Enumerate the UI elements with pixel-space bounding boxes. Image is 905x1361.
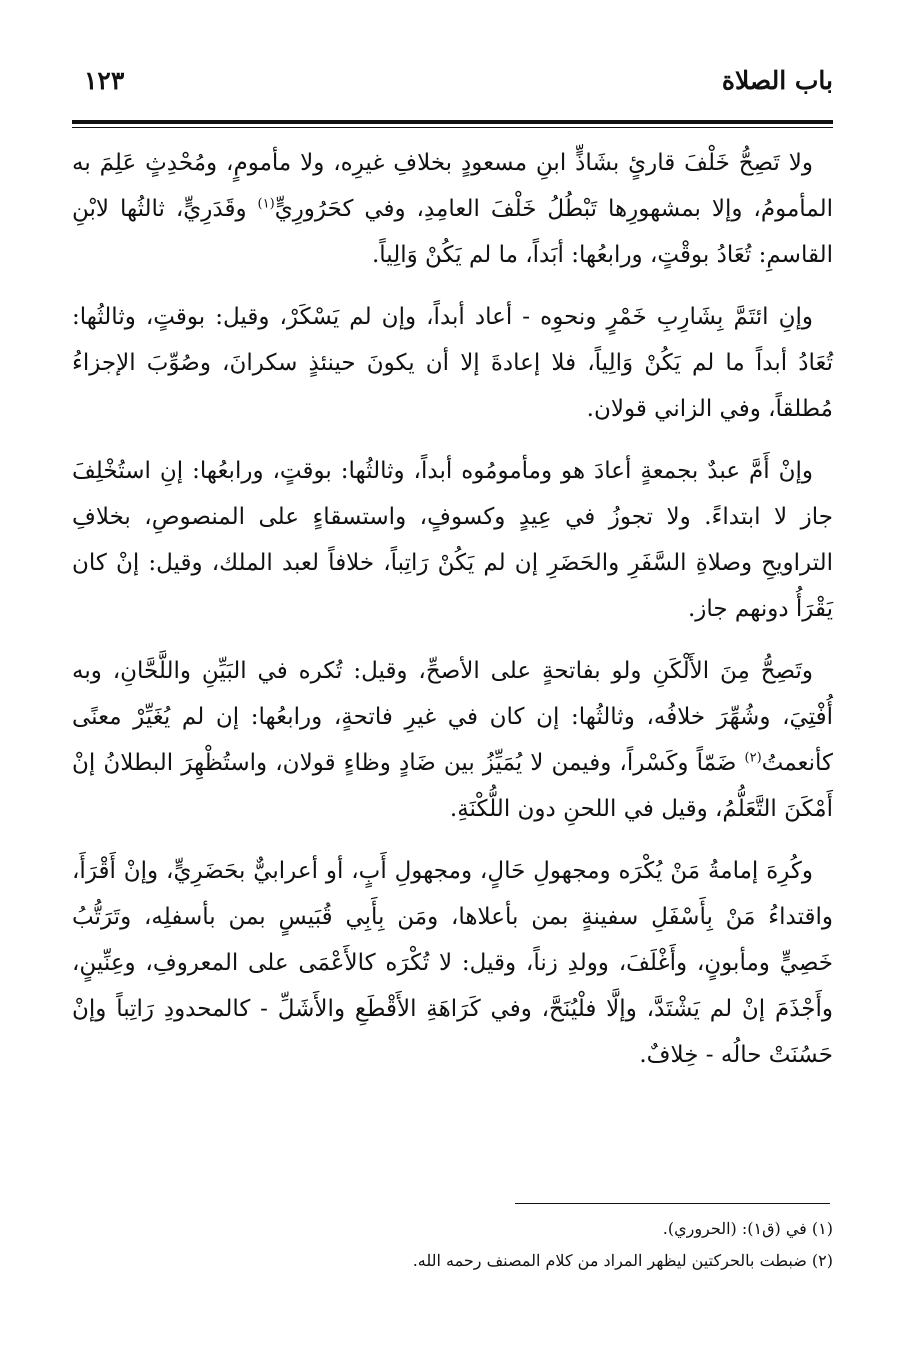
header-rule-thick: [72, 120, 833, 124]
paragraph-4: [72, 648, 833, 832]
footnotes: [72, 1214, 833, 1278]
footnote-ref-1: (١): [257, 196, 275, 212]
paragraph-5: وكُرِهَ إمامةُ مَنْ يُكْرَه ومجهولِ حَالٍ، ومجهولِ أَبٍ، أو أعرابيٌّ بحَضَرِيٍّ، وإنْ أَقْرَأَ، واقتداءُ مَنْ بِأَسْفَلِ سفينةٍ بمن بأعلاها، ومَن بِأَبِي قُبَيسٍ بمن بأسفلِه، وتَرَتُّبُ خَصِيٍّ ومأبونٍ، وأَغْلَفَ، وولدِ زناً، وقيل: لا تُكْرَه كالأَعْمَى على المعروفِ، وعِنِّينٍ، وأَجْذَمَ إنْ لم يَشْتَدَّ، وإلَّا فلْيُنَحَّ، وفي كَرَاهَةِ الأَقْطَعِ والأَشَلِّ - كالمحدودِ رَاتِباً وإنْ حَسُنَتْ حالُه - خِلافٌ.: [72, 858, 833, 1068]
paragraph-4-text-a: وتَصِحُّ مِنَ الأَلْكَنِ ولو بفاتحةٍ على الأصحِّ، وقيل: تُكره في البَيِّنِ واللَّحَّانِ، وبه أُفْتِيَ، وشُهِّرَ خلافُه، وثالثُها: إن كان في غيرِ فاتحةٍ، ورابعُها: إن لم يُغَيِّرْ معنًى كأنعمتُ: [72, 658, 833, 776]
footnote-2: (٢) ضبطت بالحركتين ليظهر المراد من كلام المصنف رحمه الله.: [412, 1251, 833, 1270]
paragraph-1-text-b: وقَدَرِيٍّ، ثالثُها لابْنِ القاسمِ: تُعَادُ بوقْتٍ، ورابعُها: أبَداً، ما لم يَكُنْ وَالِياً.: [72, 196, 833, 268]
footnote-ref-2: (٢): [744, 750, 762, 766]
paragraph-1: [72, 140, 833, 278]
header-rule-thin: [72, 127, 833, 128]
paragraph-3: وإنْ أَمَّ عبدٌ بجمعةٍ أعادَ هو ومأمومُوه أبداً، وثالثُها: بوقتٍ، ورابعُها: إنِ استُخْلِفَ جاز لا ابتداءً. ولا تجوزُ في عِيدٍ وكسوفٍ، واستسقاءٍ على المنصوصِ، بخلافِ التراويحِ وصلاةِ السَّفَرِ والحَضَرِ إن لم يَكُنْ رَاتِباً، خلافاً لعبد الملك، وقيل: إنْ كان يَقْرَأُ دونهم جاز.: [72, 458, 833, 622]
footnote-1: (١) في (ق١): (الحروري).: [662, 1219, 833, 1238]
page-number: ١٢٣: [84, 66, 125, 95]
paragraph-2: وإنِ ائتَمَّ بِشَارِبِ خَمْرٍ ونحوِه - أعاد أبداً، وإن لم يَسْكَرْ، وقيل: بوقتٍ، وثالثُها: تُعَادُ أبداً ما لم يَكُنْ وَالِياً، فلا إعادةَ إلا أن يكونَ حينئذٍ سكرانَ، وصُوِّبَ الإجزاءُ مُطلقاً، وفي الزاني قولان.: [72, 304, 833, 422]
page-header: [72, 66, 833, 114]
paragraph-1-text-a: ولا تَصِحُّ خَلْفَ قارئٍ بشَاذٍّ ابنِ مسعودٍ بخلافِ غيرِه، ولا مأمومٍ، ومُحْدِثٍ عَلِمَ به المأمومُ، وإلا بمشهورِها تَبْطُلُ خَلْفَ العامِدِ، وفي كحَرُورِيٍّ: [72, 150, 833, 222]
paragraph-4-text-b: ضَمّاً وكَسْراً، وفيمن لا يُمَيِّزُ بين ضَادٍ وظاءٍ قولان، واستُظْهِرَ البطلانُ إنْ أَمْكَنَ التَّعَلُّمُ، وقيل في اللحنِ دون اللُّكْنَةِ.: [72, 750, 833, 822]
footnote-separator: [515, 1203, 830, 1204]
chapter-title: باب الصلاة: [721, 66, 833, 95]
body-text: [72, 140, 833, 1094]
